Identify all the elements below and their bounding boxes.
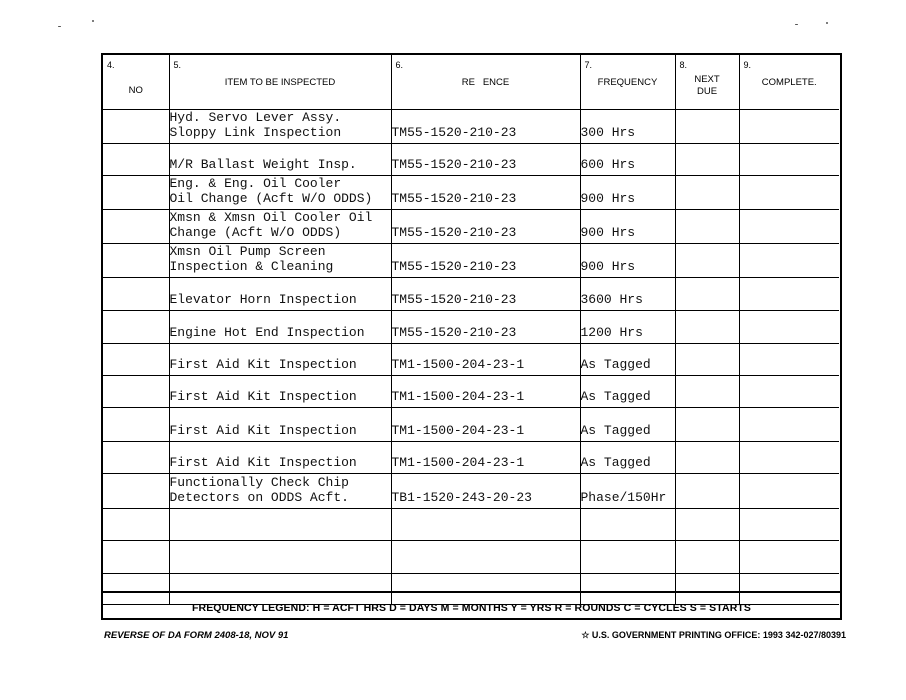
complete-cell[interactable] (739, 311, 839, 344)
reference-cell-text: TM55-1520-210-23 (391, 292, 517, 307)
complete-cell[interactable] (739, 210, 839, 244)
reference-cell-text: TM1-1500-204-23-1 (391, 423, 525, 438)
next-due-cell[interactable] (675, 176, 739, 210)
reference-cell-text: TM55-1520-210-23 (391, 325, 517, 340)
next-due-cell[interactable] (675, 110, 739, 144)
reference-cell[interactable] (391, 110, 580, 144)
next-due-cell[interactable] (675, 442, 739, 474)
col-number: 6. (395, 60, 404, 70)
no-cell[interactable] (103, 408, 169, 442)
next-due-cell[interactable] (675, 144, 739, 176)
table-row (103, 442, 839, 474)
item-cell-text: First Aid Kit Inspection (169, 357, 357, 372)
reference-cell[interactable] (391, 509, 580, 541)
reference-cell[interactable] (391, 474, 580, 509)
complete-cell[interactable] (739, 376, 839, 408)
table-row (103, 210, 839, 244)
item-cell-text: First Aid Kit Inspection (169, 389, 357, 404)
item-cell-text: M/R Ballast Weight Insp. (169, 157, 357, 172)
frequency-cell[interactable] (580, 311, 675, 344)
reference-cell[interactable] (391, 344, 580, 376)
scan-speck (826, 22, 828, 24)
complete-cell[interactable] (739, 144, 839, 176)
complete-cell[interactable] (739, 442, 839, 474)
scan-speck (58, 26, 61, 27)
item-cell[interactable] (169, 509, 391, 541)
item-cell[interactable] (169, 244, 391, 278)
no-cell[interactable] (103, 176, 169, 210)
no-cell[interactable] (103, 144, 169, 176)
next-due-cell[interactable] (675, 509, 739, 541)
item-cell[interactable] (169, 541, 391, 574)
inspection-form (101, 53, 842, 620)
item-cell-text: Hyd. Servo Lever Assy. Sloppy Link Inspection (169, 110, 342, 140)
no-cell[interactable] (103, 278, 169, 311)
item-cell[interactable] (169, 376, 391, 408)
frequency-cell[interactable] (580, 110, 675, 144)
frequency-legend: FREQUENCY LEGEND: H = ACFT HRS D = DAYS M = MONTHS Y = YRS R = ROUNDS C = CYCLES S = STARTS (103, 591, 840, 621)
frequency-cell[interactable] (580, 344, 675, 376)
frequency-cell-text: 600 Hrs (580, 157, 636, 172)
no-cell[interactable] (103, 244, 169, 278)
col-number: 8. (679, 60, 688, 70)
frequency-cell[interactable] (580, 509, 675, 541)
form-identifier: REVERSE OF DA FORM 2408-18, NOV 91 (104, 630, 289, 641)
reference-cell[interactable] (391, 442, 580, 474)
reference-cell[interactable] (391, 541, 580, 574)
reference-cell[interactable] (391, 311, 580, 344)
complete-cell[interactable] (739, 176, 839, 210)
col-label: NO (128, 85, 143, 96)
no-cell[interactable] (103, 344, 169, 376)
item-cell[interactable] (169, 474, 391, 509)
reference-cell-text: TM1-1500-204-23-1 (391, 357, 525, 372)
item-cell[interactable] (169, 210, 391, 244)
item-cell[interactable] (169, 278, 391, 311)
frequency-cell-text: 3600 Hrs (580, 292, 643, 307)
frequency-cell-text: 900 Hrs (580, 225, 636, 240)
next-due-cell[interactable] (675, 376, 739, 408)
col-label-line: NEXT (694, 74, 720, 85)
col-label: FREQUENCY (597, 77, 658, 88)
item-cell-text: Elevator Horn Inspection (169, 292, 357, 307)
reference-cell-text: TM55-1520-210-23 (391, 157, 517, 172)
col-number: 5. (173, 60, 182, 70)
table-row (103, 376, 839, 408)
frequency-cell[interactable] (580, 278, 675, 311)
frequency-cell[interactable] (580, 442, 675, 474)
no-cell[interactable] (103, 110, 169, 144)
col-number: 4. (107, 60, 115, 70)
col-header-frequency (580, 55, 675, 110)
item-cell[interactable] (169, 176, 391, 210)
item-cell-text: Xmsn & Xmsn Oil Cooler Oil Change (Acft W/O ODDS) (169, 210, 373, 240)
frequency-cell[interactable] (580, 244, 675, 278)
reference-cell-text: TM55-1520-210-23 (391, 259, 517, 274)
item-cell[interactable] (169, 442, 391, 474)
next-due-cell[interactable] (675, 210, 739, 244)
item-cell[interactable] (169, 344, 391, 376)
frequency-cell[interactable] (580, 541, 675, 574)
next-due-cell[interactable] (675, 408, 739, 442)
col-header-next-due (675, 55, 739, 110)
complete-cell[interactable] (739, 244, 839, 278)
item-cell-text: Engine Hot End Inspection (169, 325, 365, 340)
complete-cell[interactable] (739, 278, 839, 311)
col-header-reference (391, 55, 580, 110)
no-cell[interactable] (103, 210, 169, 244)
item-cell[interactable] (169, 408, 391, 442)
reference-cell-text: TM1-1500-204-23-1 (391, 455, 525, 470)
reference-cell[interactable] (391, 210, 580, 244)
frequency-cell[interactable] (580, 474, 675, 509)
reference-cell-text: TB1-1520-243-20-23 (391, 490, 532, 505)
table-row (103, 344, 839, 376)
reference-cell[interactable] (391, 176, 580, 210)
table-row (103, 244, 839, 278)
col-number: 7. (584, 60, 593, 70)
col-header-no (103, 55, 169, 110)
frequency-cell-text: 900 Hrs (580, 191, 636, 206)
printing-office-note: ☆ U.S. GOVERNMENT PRINTING OFFICE: 1993 342-027/80391 (581, 630, 846, 640)
item-cell-text: First Aid Kit Inspection (169, 455, 357, 470)
frequency-cell[interactable] (580, 176, 675, 210)
table-row (103, 509, 839, 541)
complete-cell[interactable] (739, 408, 839, 442)
table-row (103, 110, 839, 144)
next-due-cell[interactable] (675, 278, 739, 311)
col-label: COMPLETE. (761, 77, 817, 88)
frequency-cell[interactable] (580, 376, 675, 408)
frequency-cell[interactable] (580, 408, 675, 442)
frequency-cell[interactable] (580, 210, 675, 244)
next-due-cell[interactable] (675, 541, 739, 574)
reference-cell-text: TM55-1520-210-23 (391, 125, 517, 140)
reference-cell[interactable] (391, 376, 580, 408)
next-due-cell[interactable] (675, 244, 739, 278)
reference-cell[interactable] (391, 144, 580, 176)
table-row (103, 408, 839, 442)
complete-cell[interactable] (739, 541, 839, 574)
table-row (103, 278, 839, 311)
reference-cell[interactable] (391, 408, 580, 442)
table-body (103, 110, 839, 605)
complete-cell[interactable] (739, 344, 839, 376)
item-cell-text: Xmsn Oil Pump Screen Inspection & Cleaning (169, 244, 334, 274)
col-label (676, 74, 739, 98)
item-cell-text: Functionally Check Chip Detectors on ODDS Acft. (169, 475, 349, 505)
frequency-cell-text: Phase/150Hr (580, 490, 667, 505)
no-cell[interactable] (103, 541, 169, 574)
no-cell[interactable] (103, 509, 169, 541)
col-header-complete (739, 55, 839, 110)
col-label: RE ENCE (461, 77, 510, 88)
frequency-cell-text: As Tagged (580, 455, 651, 470)
header-row (103, 55, 839, 110)
next-due-cell[interactable] (675, 311, 739, 344)
scan-speck (92, 20, 94, 22)
reference-cell-text: TM55-1520-210-23 (391, 191, 517, 206)
next-due-cell[interactable] (675, 344, 739, 376)
col-number: 9. (743, 60, 752, 70)
reference-cell[interactable] (391, 244, 580, 278)
complete-cell[interactable] (739, 474, 839, 509)
table-row (103, 311, 839, 344)
frequency-cell-text: 1200 Hrs (580, 325, 643, 340)
reference-cell-text: TM1-1500-204-23-1 (391, 389, 525, 404)
col-header-item (169, 55, 391, 110)
no-cell[interactable] (103, 442, 169, 474)
no-cell[interactable] (103, 376, 169, 408)
col-label-line: DUE (696, 86, 718, 97)
next-due-cell[interactable] (675, 474, 739, 509)
frequency-cell-text: 900 Hrs (580, 259, 636, 274)
reference-cell[interactable] (391, 278, 580, 311)
complete-cell[interactable] (739, 509, 839, 541)
item-cell-text: First Aid Kit Inspection (169, 423, 357, 438)
complete-cell[interactable] (739, 110, 839, 144)
item-cell[interactable] (169, 110, 391, 144)
frequency-cell[interactable] (580, 144, 675, 176)
no-cell[interactable] (103, 311, 169, 344)
item-cell-text: Eng. & Eng. Oil Cooler Oil Change (Acft W/O ODDS) (169, 176, 373, 206)
col-label: ITEM TO BE INSPECTED (224, 77, 336, 88)
table-row (103, 144, 839, 176)
table-row (103, 176, 839, 210)
table-row (103, 474, 839, 509)
frequency-cell-text: 300 Hrs (580, 125, 636, 140)
scan-speck (795, 24, 798, 25)
frequency-cell-text: As Tagged (580, 389, 651, 404)
item-cell[interactable] (169, 144, 391, 176)
frequency-cell-text: As Tagged (580, 423, 651, 438)
reference-cell-text: TM55-1520-210-23 (391, 225, 517, 240)
frequency-cell-text: As Tagged (580, 357, 651, 372)
inspection-table (103, 55, 839, 605)
table-row (103, 541, 839, 574)
no-cell[interactable] (103, 474, 169, 509)
item-cell[interactable] (169, 311, 391, 344)
